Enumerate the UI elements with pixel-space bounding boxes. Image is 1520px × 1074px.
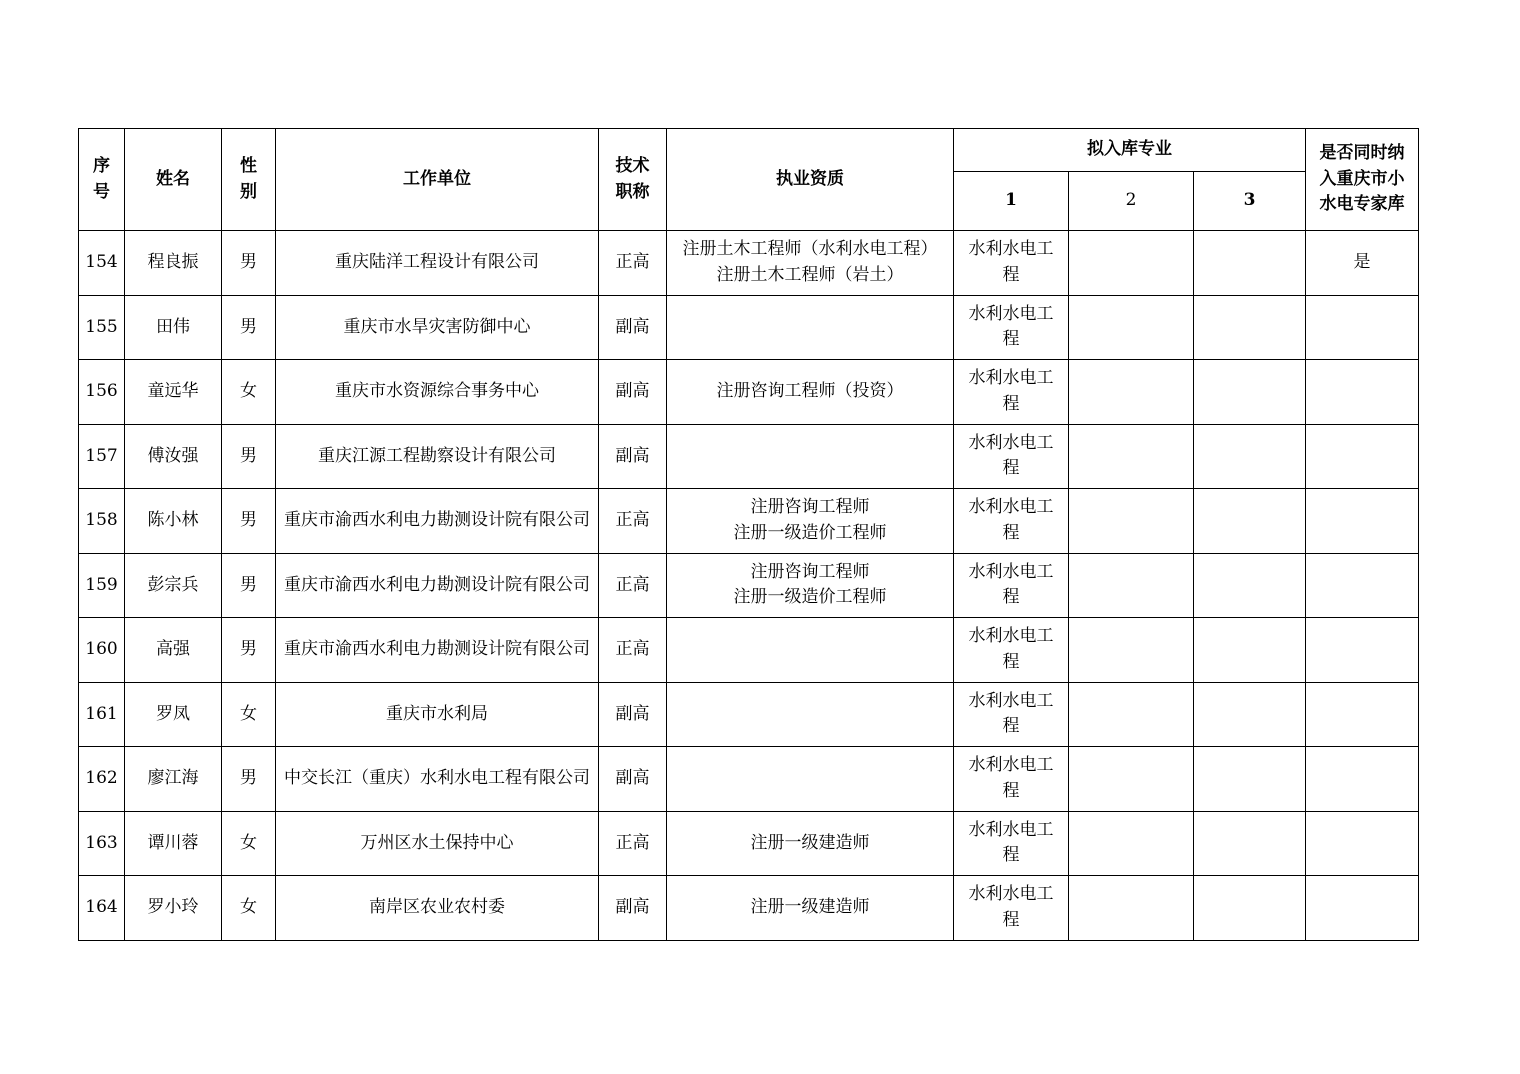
cell-major-2 [1069, 231, 1194, 296]
table-body [79, 231, 1419, 941]
cell-name: 程良振 [125, 231, 222, 296]
cell-major-3 [1194, 682, 1306, 747]
table-header [79, 129, 1419, 231]
cell-work-unit: 重庆市水利局 [276, 682, 599, 747]
cell-major-3 [1194, 295, 1306, 360]
header-majors-group: 拟入库专业 [954, 129, 1306, 172]
header-work-unit: 工作单位 [276, 129, 599, 231]
cell-major-2 [1069, 295, 1194, 360]
cell-qualifications [667, 295, 954, 360]
cell-major-1: 水利水电工 程 [954, 295, 1069, 360]
cell-major-2 [1069, 682, 1194, 747]
cell-gender: 男 [222, 295, 276, 360]
cell-major-3 [1194, 424, 1306, 489]
cell-gender: 女 [222, 360, 276, 425]
cell-qualifications [667, 682, 954, 747]
table-row [79, 360, 1419, 425]
cell-major-1: 水利水电工 程 [954, 682, 1069, 747]
table-row [79, 618, 1419, 683]
cell-index: 164 [79, 876, 125, 941]
cell-work-unit: 重庆江源工程勘察设计有限公司 [276, 424, 599, 489]
header-name: 姓名 [125, 129, 222, 231]
cell-index: 163 [79, 811, 125, 876]
cell-small-hydro [1306, 811, 1419, 876]
cell-title: 副高 [599, 682, 667, 747]
cell-name: 陈小林 [125, 489, 222, 554]
cell-index: 158 [79, 489, 125, 554]
cell-major-3 [1194, 876, 1306, 941]
cell-major-1: 水利水电工 程 [954, 489, 1069, 554]
table-row [79, 231, 1419, 296]
cell-small-hydro [1306, 618, 1419, 683]
cell-major-1: 水利水电工 程 [954, 231, 1069, 296]
header-gender: 性 别 [222, 129, 276, 231]
table-row [79, 876, 1419, 941]
header-major-3: 3 [1194, 172, 1306, 231]
cell-major-2 [1069, 618, 1194, 683]
header-title: 技术 职称 [599, 129, 667, 231]
cell-small-hydro [1306, 424, 1419, 489]
cell-major-2 [1069, 747, 1194, 812]
table-row [79, 489, 1419, 554]
cell-title: 副高 [599, 360, 667, 425]
cell-major-3 [1194, 360, 1306, 425]
cell-qualifications [667, 618, 954, 683]
header-major-2: 2 [1069, 172, 1194, 231]
cell-index: 154 [79, 231, 125, 296]
cell-gender: 女 [222, 682, 276, 747]
cell-major-3 [1194, 747, 1306, 812]
cell-name: 廖江海 [125, 747, 222, 812]
cell-name: 高强 [125, 618, 222, 683]
cell-index: 159 [79, 553, 125, 618]
cell-title: 正高 [599, 811, 667, 876]
cell-major-3 [1194, 553, 1306, 618]
table-row [79, 553, 1419, 618]
cell-title: 副高 [599, 747, 667, 812]
cell-major-2 [1069, 424, 1194, 489]
cell-work-unit: 重庆市水旱灾害防御中心 [276, 295, 599, 360]
cell-name: 罗凤 [125, 682, 222, 747]
cell-gender: 男 [222, 618, 276, 683]
cell-work-unit: 万州区水土保持中心 [276, 811, 599, 876]
table-row [79, 295, 1419, 360]
cell-qualifications: 注册咨询工程师 注册一级造价工程师 [667, 553, 954, 618]
cell-gender: 女 [222, 811, 276, 876]
cell-name: 谭川蓉 [125, 811, 222, 876]
header-index: 序 号 [79, 129, 125, 231]
cell-name: 彭宗兵 [125, 553, 222, 618]
cell-title: 正高 [599, 618, 667, 683]
cell-work-unit: 重庆市渝西水利电力勘测设计院有限公司 [276, 553, 599, 618]
cell-gender: 男 [222, 489, 276, 554]
cell-major-2 [1069, 489, 1194, 554]
cell-major-2 [1069, 811, 1194, 876]
cell-qualifications: 注册咨询工程师 注册一级造价工程师 [667, 489, 954, 554]
cell-major-2 [1069, 876, 1194, 941]
cell-major-1: 水利水电工 程 [954, 360, 1069, 425]
cell-major-3 [1194, 489, 1306, 554]
cell-title: 副高 [599, 295, 667, 360]
cell-title: 副高 [599, 876, 667, 941]
cell-qualifications: 注册一级建造师 [667, 811, 954, 876]
cell-small-hydro: 是 [1306, 231, 1419, 296]
cell-title: 正高 [599, 231, 667, 296]
personnel-table [78, 128, 1419, 941]
cell-title: 副高 [599, 424, 667, 489]
cell-qualifications: 注册咨询工程师（投资） [667, 360, 954, 425]
cell-name: 童远华 [125, 360, 222, 425]
cell-name: 田伟 [125, 295, 222, 360]
cell-index: 155 [79, 295, 125, 360]
cell-major-2 [1069, 553, 1194, 618]
cell-major-3 [1194, 811, 1306, 876]
cell-work-unit: 重庆市水资源综合事务中心 [276, 360, 599, 425]
cell-work-unit: 重庆市渝西水利电力勘测设计院有限公司 [276, 618, 599, 683]
cell-work-unit: 重庆陆洋工程设计有限公司 [276, 231, 599, 296]
cell-major-1: 水利水电工 程 [954, 618, 1069, 683]
cell-major-3 [1194, 618, 1306, 683]
cell-title: 正高 [599, 489, 667, 554]
cell-small-hydro [1306, 360, 1419, 425]
cell-small-hydro [1306, 876, 1419, 941]
cell-index: 162 [79, 747, 125, 812]
cell-gender: 女 [222, 876, 276, 941]
cell-small-hydro [1306, 295, 1419, 360]
cell-gender: 男 [222, 231, 276, 296]
cell-work-unit: 中交长江（重庆）水利水电工程有限公司 [276, 747, 599, 812]
cell-major-2 [1069, 360, 1194, 425]
cell-major-1: 水利水电工 程 [954, 811, 1069, 876]
cell-title: 正高 [599, 553, 667, 618]
header-qualifications: 执业资质 [667, 129, 954, 231]
table-row [79, 682, 1419, 747]
cell-major-3 [1194, 231, 1306, 296]
header-small-hydro: 是否同时纳 入重庆市小 水电专家库 [1306, 129, 1419, 231]
cell-index: 160 [79, 618, 125, 683]
cell-name: 罗小玲 [125, 876, 222, 941]
cell-major-1: 水利水电工 程 [954, 424, 1069, 489]
cell-major-1: 水利水电工 程 [954, 553, 1069, 618]
cell-index: 156 [79, 360, 125, 425]
cell-gender: 男 [222, 553, 276, 618]
table-row [79, 747, 1419, 812]
cell-gender: 男 [222, 424, 276, 489]
cell-index: 157 [79, 424, 125, 489]
cell-major-1: 水利水电工 程 [954, 747, 1069, 812]
table-row [79, 424, 1419, 489]
table-row [79, 811, 1419, 876]
cell-gender: 男 [222, 747, 276, 812]
cell-small-hydro [1306, 682, 1419, 747]
cell-qualifications [667, 747, 954, 812]
cell-work-unit: 重庆市渝西水利电力勘测设计院有限公司 [276, 489, 599, 554]
cell-name: 傅汝强 [125, 424, 222, 489]
cell-index: 161 [79, 682, 125, 747]
cell-qualifications: 注册土木工程师（水利水电工程） 注册土木工程师（岩土） [667, 231, 954, 296]
cell-qualifications [667, 424, 954, 489]
cell-qualifications: 注册一级建造师 [667, 876, 954, 941]
header-major-1: 1 [954, 172, 1069, 231]
cell-small-hydro [1306, 553, 1419, 618]
cell-small-hydro [1306, 489, 1419, 554]
cell-small-hydro [1306, 747, 1419, 812]
cell-major-1: 水利水电工 程 [954, 876, 1069, 941]
cell-work-unit: 南岸区农业农村委 [276, 876, 599, 941]
